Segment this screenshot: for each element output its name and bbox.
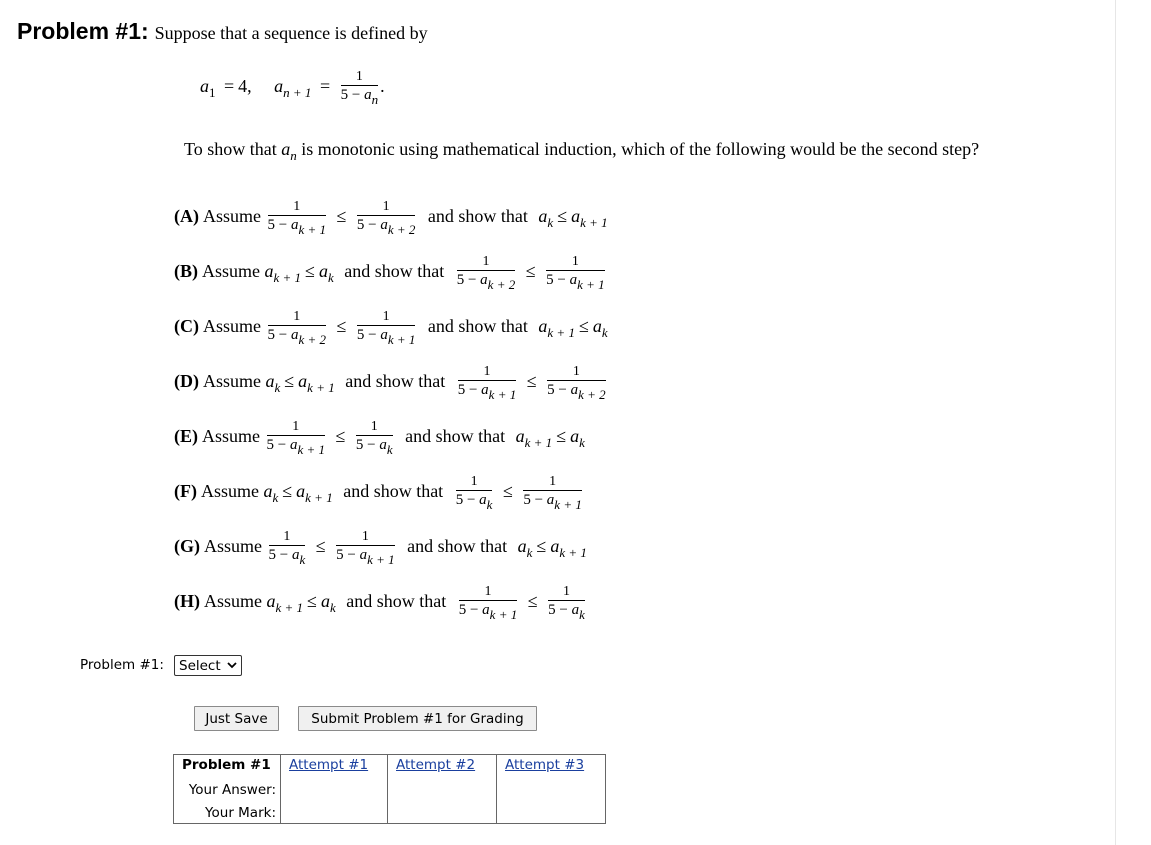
just-save-button[interactable]: Just Save <box>194 706 279 731</box>
page-right-border <box>1115 0 1116 845</box>
attempt-1-cell <box>281 755 388 824</box>
problem-intro: Suppose that a sequence is defined by <box>154 23 428 43</box>
choice-g: (G) Assume $\frac{1}{5 - ak}$ ≤ $\frac{1}{5 - ak + 1}$ and show that $a_k \le a_{k + 1}$ <box>174 529 587 567</box>
attempt-3-link[interactable]: Attempt #3 <box>505 757 585 773</box>
choice-d: (D) Assume $a_k \le a_{k + 1}$ and show that $\frac{1}{5 - ak + 1}$ ≤ $\frac{1}{5 - ak + 2}$ <box>174 364 606 402</box>
attempt-2-link[interactable]: Attempt #2 <box>396 757 476 773</box>
your-answer-label: Your Answer: <box>188 782 276 798</box>
attempt-1-link[interactable]: Attempt #1 <box>289 757 369 773</box>
problem-number: Problem #1: <box>17 18 149 44</box>
attempt-2-cell <box>388 755 497 824</box>
recurrence-fraction: $\frac{1}{5 - an}$ <box>340 69 379 107</box>
answer-select-value: Select <box>179 657 221 674</box>
sequence-definition: $a_1 = 4$, $a_{n + 1}$ = $\frac{1}{5 - an}$ . <box>200 69 385 107</box>
choice-a: (A) Assume $\frac{1}{5 - ak + 1}$ ≤ $\frac{1}{5 - ak + 2}$ and show that $a_k \le a_{k + 1}$ <box>174 199 608 237</box>
choice-h: (H) Assume $a_{k + 1} \le a_k$ and show that $\frac{1}{5 - ak + 1}$ ≤ $\frac{1}{5 - ak}$ <box>174 584 585 622</box>
answer-select[interactable] <box>174 655 242 676</box>
choice-b: (B) Assume $a_{k + 1} \le a_k$ and show that $\frac{1}{5 - ak + 2}$ ≤ $\frac{1}{5 - ak + 1}$ <box>174 254 605 292</box>
question-text: To show that $a_n$ is monotonic using mathematical induction, which of the following would be the second step? <box>184 139 980 163</box>
attempts-header-cell <box>174 755 281 824</box>
choice-f: (F) Assume $a_k \le a_{k + 1}$ and show that $\frac{1}{5 - ak}$ ≤ $\frac{1}{5 - ak + 1}$ <box>174 474 582 512</box>
chevron-down-icon <box>227 662 237 669</box>
attempts-table <box>173 754 606 824</box>
choice-e: (E) Assume $\frac{1}{5 - ak + 1}$ ≤ $\frac{1}{5 - ak}$ and show that $a_{k + 1} \le a_k$ <box>174 419 585 457</box>
your-mark-label: Your Mark: <box>205 805 276 821</box>
answer-label: Problem #1: <box>80 657 164 673</box>
submit-button[interactable]: Submit Problem #1 for Grading <box>298 706 537 731</box>
attempt-3-cell <box>497 755 606 824</box>
problem-title <box>17 18 428 45</box>
choice-c: (C) Assume $\frac{1}{5 - ak + 2}$ ≤ $\frac{1}{5 - ak + 1}$ and show that $a_{k + 1} \le a_k$ <box>174 309 608 347</box>
attempts-header: Problem #1 <box>182 757 271 773</box>
